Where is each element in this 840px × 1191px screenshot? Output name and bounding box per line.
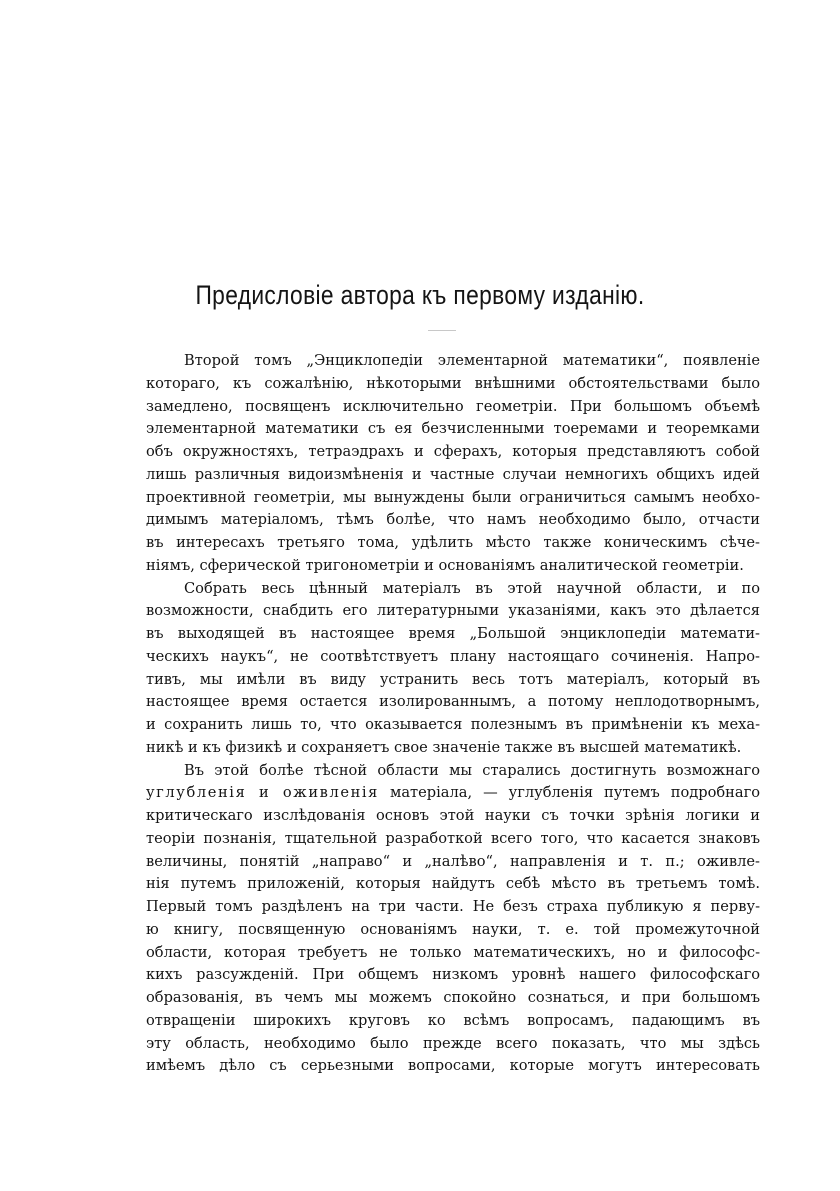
- text-line-emphasis: [146, 782, 760, 805]
- text-line: димымъ матеріаломъ, тѣмъ болѣе, что намъ необходимо было, отчасти: [146, 511, 760, 529]
- text-line: образованія, въ чемъ мы можемъ спокойно сознаться, и при большомъ: [146, 989, 760, 1006]
- text-line: въ интересахъ третьяго тома, удѣлить мѣсто также коническимъ сѣче-: [146, 534, 760, 551]
- text-line: и сохранить лишь то, что оказывается полезнымъ въ примѣненіи къ меха-: [146, 716, 760, 733]
- text-line: тивъ, мы имѣли въ виду устранить весь тотъ матеріалъ, который въ: [146, 670, 760, 688]
- text-line: ю книгу, посвященную основаніямъ науки, т. е. той промежуточной: [146, 920, 760, 938]
- text-line: объ окружностяхъ, тетраэдрахъ и сферахъ, которыя представляютъ собой: [146, 443, 760, 460]
- text-line: элементарной математики съ ея безчисленными тоеремами и теоремками: [146, 420, 760, 438]
- text-line: ческихъ наукъ“, не соотвѣтствуетъ плану настоящаго сочиненія. Напро-: [146, 647, 760, 665]
- text-line: никѣ и къ физикѣ и сохраняетъ свое значеніе также въ высшей математикѣ.: [146, 738, 742, 756]
- text-line: имѣемъ дѣло съ серьезными вопросами, которые могутъ интересовать: [146, 1057, 760, 1075]
- text-line: настоящее время остается изолированнымъ, а потому неплодотворнымъ,: [146, 693, 760, 711]
- text-line: котораго, къ сожалѣнію, нѣкоторыми внѣшними обстоятельствами было: [146, 374, 760, 392]
- text-line: кихъ разсужденій. При общемъ низкомъ уровнѣ нашего философскаго: [146, 966, 760, 984]
- text-line: ніямъ, сферической тригонометріи и основаніямъ аналитической геометріи.: [146, 556, 744, 574]
- emphasized-text: углубленія и оживленія: [146, 784, 379, 802]
- text-line: величины, понятій „направо“ и „налѣво“, направленія и т. п.; оживле-: [146, 852, 760, 870]
- text-line: теоріи познанія, тщательной разработкой всего того, что касается знаковъ: [146, 829, 760, 847]
- text-line: Собрать весь цѣнный матеріалъ въ этой научной области, и по: [184, 579, 760, 597]
- text-line: проективной геометріи, мы вынуждены были ограничиться самымъ необхо-: [146, 488, 760, 506]
- text-line: эту область, необходимо было прежде всего показать, что мы здѣсь: [146, 1034, 760, 1052]
- text-line: Первый томъ раздѣленъ на три части. Не безъ страха публикую я перву-: [146, 898, 760, 915]
- body-text: [146, 350, 760, 1078]
- text-line: критическаго изслѣдованія основъ этой науки съ точки зрѣнія логики и: [146, 807, 760, 824]
- text-line: Въ этой болѣе тѣсной области мы старались достигнуть возможнаго: [184, 761, 760, 779]
- text-fragment: матеріала, — углубленія путемъ подробнаго: [390, 784, 760, 802]
- text-line: въ выходящей въ настоящее время „Большой энциклопедіи математи-: [146, 625, 760, 642]
- text-line: области, которая требуетъ не только математическихъ, но и философс-: [146, 943, 760, 961]
- text-line: лишь различныя видоизмѣненія и частные случаи немногихъ общихъ идей: [146, 465, 760, 483]
- text-line: возможности, снабдить его литературными указаніями, какъ это дѣлается: [146, 602, 760, 620]
- text-line: отвращеніи широкихъ круговъ ко всѣмъ вопросамъ, падающимъ въ: [146, 1011, 760, 1029]
- page-title: Предисловіе автора къ первому изданію.: [195, 280, 645, 310]
- text-line: нія путемъ приложеній, которыя найдутъ себѣ мѣсто въ третьемъ томѣ.: [146, 875, 760, 893]
- text-line: Второй томъ „Энциклопедіи элементарной математики“, появленіе: [184, 352, 760, 369]
- text-line: замедлено, посвященъ исключительно геометріи. При большомъ объемѣ: [146, 397, 760, 415]
- title-divider: [428, 330, 456, 331]
